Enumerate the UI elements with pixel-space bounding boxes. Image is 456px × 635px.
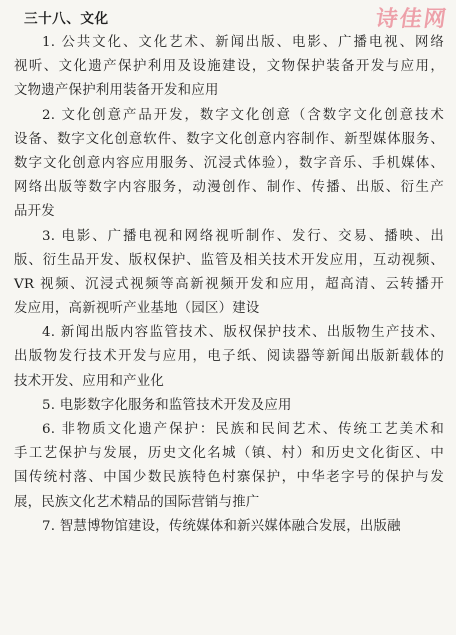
list-item [14,321,444,394]
list-item [14,225,444,322]
paragraph-line: 3. 电影、广播电视和网络视听制作、发行、交易、播映、出 [42,228,444,244]
paragraph-line: 5. 电影数字化服务和监管技术开发及应用 [42,397,292,413]
section-title: 三十八、文化 [24,11,109,27]
paragraph-line: 7. 智慧博物馆建设，传统媒体和新兴媒体融合发展，出版融 [42,518,401,534]
paragraph-line: 网络出版等数字内容服务，动漫创作、制作、传播、出版、衍生产 [14,180,444,196]
paragraph-line: 国传统村落、中国少数民族特色村寨保护，中华老字号的保护与发 [14,470,444,486]
paragraph-line: 文物遗产保护利用装备开发和应用 [14,83,219,99]
paragraph-line: 版、衍生品开发、版权保护、监管及相关技术开发应用，互动视频、 [14,252,444,268]
list-item [14,31,444,104]
paragraph-line: VR 视频、沉浸式视频等高新视频开发和应用，超高清、云转播开 [14,276,444,292]
list-item [14,515,444,539]
paragraph-line: 4. 新闻出版内容监管技术、版权保护技术、出版物生产技术、 [42,325,444,341]
paragraph-line: 出版物发行技术开发与应用，电子纸、阅读器等新闻出版新载体的 [14,349,444,365]
document-content [14,7,444,539]
item-list [14,31,444,539]
paragraph-line: 6. 非物质文化遗产保护：民族和民间艺术、传统工艺美术和 [42,422,444,437]
list-item [14,394,444,418]
paragraph-line: 视听、文化遗产保护利用及设施建设，文物保护装备开发与应用， [14,59,444,75]
paragraph-line: 品开发 [14,204,55,220]
paragraph-line: 数字文化创意内容应用服务、沉浸式体验），数字音乐、手机媒体、 [14,155,444,171]
paragraph-line: 发应用，高新视听产业基地（园区）建设 [14,301,260,317]
list-item [14,418,444,515]
paragraph-line: 设备、数字文化创意软件、数字文化创意内容制作、新型媒体服务、 [14,131,444,147]
paragraph-line: 技术开发、应用和产业化 [14,373,165,389]
paragraph-line: 展，民族文化艺术精品的国际营销与推广 [14,494,260,510]
paragraph-line: 2. 文化创意产品开发，数字文化创意（含数字文化创意技术 [42,107,444,123]
list-item [14,104,444,225]
paragraph-line: 手工艺保护与发展，历史文化名城（镇、村）和历史文化街区、中 [14,446,444,462]
watermark-logo: 诗佳网 [373,7,450,32]
paragraph-line: 1. 公共文化、文化艺术、新闻出版、电影、广播电视、网络 [42,35,444,50]
